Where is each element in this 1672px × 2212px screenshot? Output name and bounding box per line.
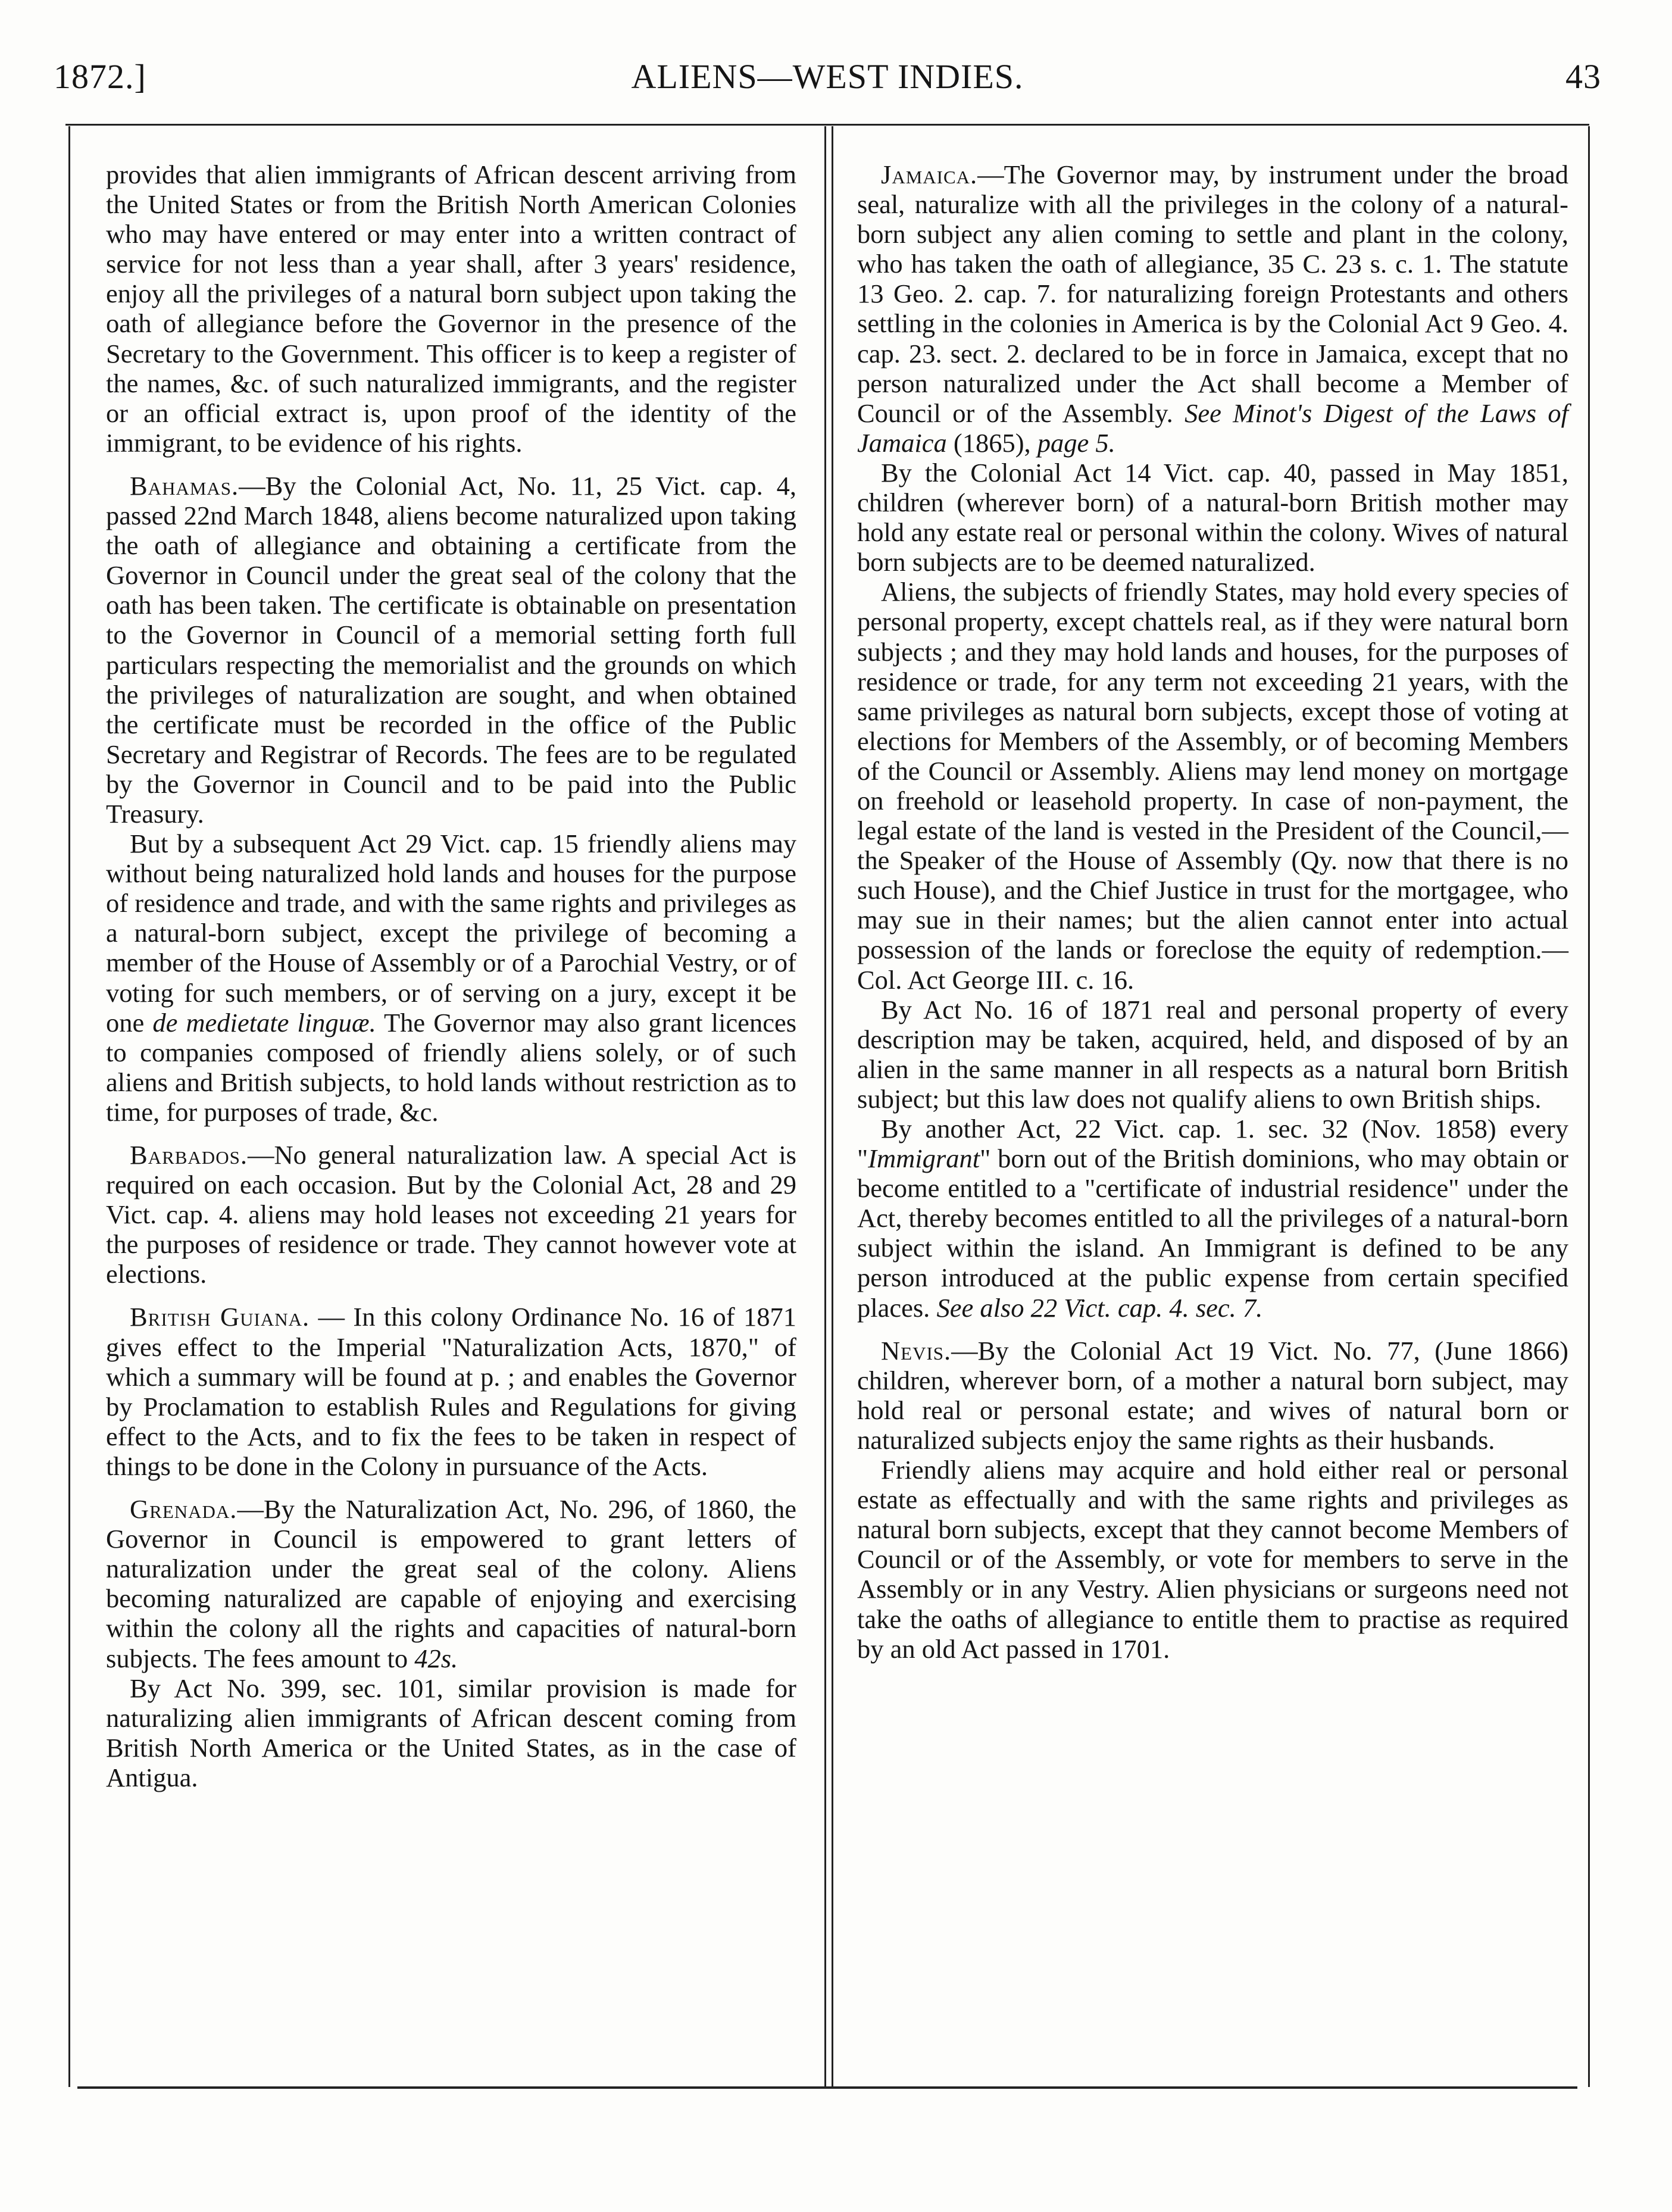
bahamas-text: —By the Colonial Act, No. 11, 25 Vict. cap. 4, passed 22nd March 1848, aliens become naturalized upon taking the oath of allegiance and obtaining a certificate from the Governor in Council under the great seal of the colony that the oath has been taken. The certificate is obtainable on presentation to the Governor in Council of a memorial setting forth full particulars respecting the memorialist and the grounds on which the privileges of naturalization are sought, and when obtained the certificate must be recorded in the office of the Public Secretary and Registrar of Records. The fees are to be regulated by the Governor in Council and to be paid into the Public Treasury. [106, 470, 796, 829]
jamaica-friendly-aliens: Aliens, the subjects of friendly States, may hold every species of personal property, except chattels real, as if they were natural born subjects ; and they may hold lands and houses, for the purposes of residence or trade, for any term not exceeding 21 years, with the same privileges as natural born subjects, except those of voting at elections for Members of the Assembly, or of becoming Members of the Council or Assembly. Aliens may lend money on mortgage on freehold or leasehold property. In case of non-payment, the legal estate of the land is vested in the President of the Council,—the Speaker of the House of Assembly (Qy. now that there is no such House), and the Chief Justice in trust for the mortgagee, who may sue in their names; but the alien cannot enter into actual possession of the lands or foreclose the equity of redemption.—Col. Act George III. c. 16. [857, 577, 1568, 995]
bottom-rule [77, 2086, 1577, 2089]
bahamas-licences-text: The Governor may also grant licences to companies composed of friendly aliens solely, or of such aliens and British subjects, to hold lands without restriction as to time, for purposes of trade, &c. [106, 1007, 797, 1127]
jamaica-immigrant-act [857, 1114, 1568, 1323]
jamaica-heading: Jamaica. [881, 160, 978, 189]
bahamas-section [106, 471, 796, 829]
top-rule [65, 124, 1589, 126]
right-border [1588, 126, 1590, 2087]
column-divider-left [824, 126, 826, 2087]
grenada-text: —By the Naturalization Act, No. 296, of 1860, the Governor in Council is empowered to grant letters of naturalization under the great seal of the colony. Aliens becoming naturalized are capable of enjoying and exercising within the colony all the rights and capacities of natural-born subjects. The fees amount to [106, 1494, 796, 1673]
latin-phrase: de medietate linguæ. [152, 1007, 376, 1038]
nevis-section [857, 1336, 1568, 1455]
jamaica-section [857, 160, 1568, 458]
nevis-text: —By the Colonial Act 19 Vict. No. 77, (June 1866) children, wherever born, of a mother a natural born subject, may hold real or personal estate; and wives of natural born or naturalized subjects enjoy the same rights as their husbands. [857, 1335, 1568, 1455]
barbados-section [106, 1140, 796, 1289]
grenada-immigrants: By Act No. 399, sec. 101, similar provision is made for naturalizing alien immigrants of African descent coming from British North America or the United States, as in the case of Antigua. [106, 1673, 796, 1792]
grenada-fee: 42s. [414, 1643, 458, 1673]
nevis-friendly-aliens: Friendly aliens may acquire and hold either real or personal estate as effectually and with the same rights and privileges as natural born subjects, except that they cannot become Members of Council or of the Assembly, or vote for members to serve in the Assembly or in any Vestry. Alien physicians or surgeons need not take the oaths of allegiance to entitle them to practise as required by an old Act passed in 1701. [857, 1455, 1568, 1664]
jamaica-act-1871: By Act No. 16 of 1871 real and personal property of every description may be taken, acquired, held, and disposed of by an alien in the same manner in all respects as a natural born British subject; but this law does not qualify aliens to own British ships. [857, 994, 1568, 1114]
grenada-section [106, 1494, 796, 1673]
british-guiana-heading: British Guiana. [130, 1302, 310, 1332]
british-guiana-section [106, 1302, 796, 1481]
jamaica-immigrant-text-a: By another Act, 22 Vict. cap. 1. sec. 32 (Nov. 1858) every " [857, 1114, 1568, 1174]
nevis-heading: Nevis. [881, 1335, 952, 1366]
antigua-continuation: provides that alien immigrants of African descent arriving from the United States or from the British North American Colonies who may have entered or may enter into a written contract of service for not less than a year shall, after 3 years' residence, enjoy all the privileges of a natural born subject upon taking the oath of allegiance before the Governor in the presence of the Secretary to the Government. This officer is to keep a register of the names, &c. of such naturalized immigrants, and the register or an official extract is, upon proof of the identity of the immigrant, to be evidence of his rights. [106, 160, 796, 458]
barbados-heading: Barbados. [130, 1140, 248, 1170]
running-header [54, 57, 1601, 110]
page-number: 43 [1565, 57, 1601, 96]
header-year: 1872.] [54, 57, 146, 96]
jamaica-reference-year: (1865), [953, 427, 1031, 458]
header-title: ALIENS—WEST INDIES. [631, 57, 1024, 96]
column-divider-right [832, 126, 833, 2087]
right-column [857, 160, 1568, 1664]
left-border [68, 126, 70, 2087]
immigrant-term: Immigrant [868, 1144, 980, 1174]
barbados-text: —No general naturalization law. A special Act is required on each occasion. But by the Colonial Act, 28 and 29 Vict. cap. 4. aliens may hold leases not exceeding 21 years for the purposes of residence or trade. They cannot however vote at elections. [106, 1140, 796, 1289]
jamaica-immigrant-text-b: " born out of the British dominions, who may obtain or become entitled to a "certificate of industrial residence" under the Act, thereby becomes entitled to all the privileges of a natural-born subject within the island. An Immigrant is defined to be any person introduced at the public expense from certain specified places. [857, 1144, 1568, 1323]
british-guiana-text: — In this colony Ordinance No. 16 of 1871 gives effect to the Imperial "Naturalization Acts, 1870," of which a summary will be found at p. ; and enables the Governor by Proclamation to establish Rules and Regulations for giving effect to the Acts, and to fix the fees to be taken in respect of things to be done in the Colony in pursuance of the Acts. [106, 1302, 796, 1481]
left-column [106, 160, 796, 1792]
jamaica-children-act: By the Colonial Act 14 Vict. cap. 40, passed in May 1851, children (wherever born) of a natural-born British mother may hold any estate real or personal within the colony. Wives of natural born subjects are to be deemed naturalized. [857, 457, 1568, 577]
jamaica-reference-page: page 5. [1037, 427, 1115, 458]
bahamas-heading: Bahamas. [130, 470, 239, 501]
jamaica-text: —The Governor may, by instrument under the broad seal, naturalize with all the privileges in the colony of a natural-born subject any alien coming to settle and plant in the colony, who has taken the oath of allegiance, 35 C. 23 s. c. 1. The statute 13 Geo. 2. cap. 7. for naturalizing foreign Protestants and others settling in the colonies in America is by the Colonial Act 9 Geo. 4. cap. 23. sect. 2. declared to be in force in Jamaica, except that no person naturalized under the Act shall become a Member of Council or of the Assembly. [857, 160, 1568, 428]
bahamas-subsequent-text: But by a subsequent Act 29 Vict. cap. 15 friendly aliens may without being naturalized hold lands and houses for the purpose of residence and trade, and with the same rights and privileges as a natural-born subject, except the privilege of becoming a member of the House of Assembly or of a Parochial Vestry, or of voting for such members, or of serving on a jury, except it be one [106, 829, 796, 1038]
bahamas-subsequent-act [106, 829, 796, 1127]
grenada-heading: Grenada. [130, 1494, 237, 1524]
jamaica-see-also: See also 22 Vict. cap. 4. sec. 7. [936, 1292, 1263, 1323]
jamaica-reference: Minot's Digest of the Laws of Jamaica [857, 398, 1568, 458]
jamaica-see: See [1185, 398, 1221, 428]
